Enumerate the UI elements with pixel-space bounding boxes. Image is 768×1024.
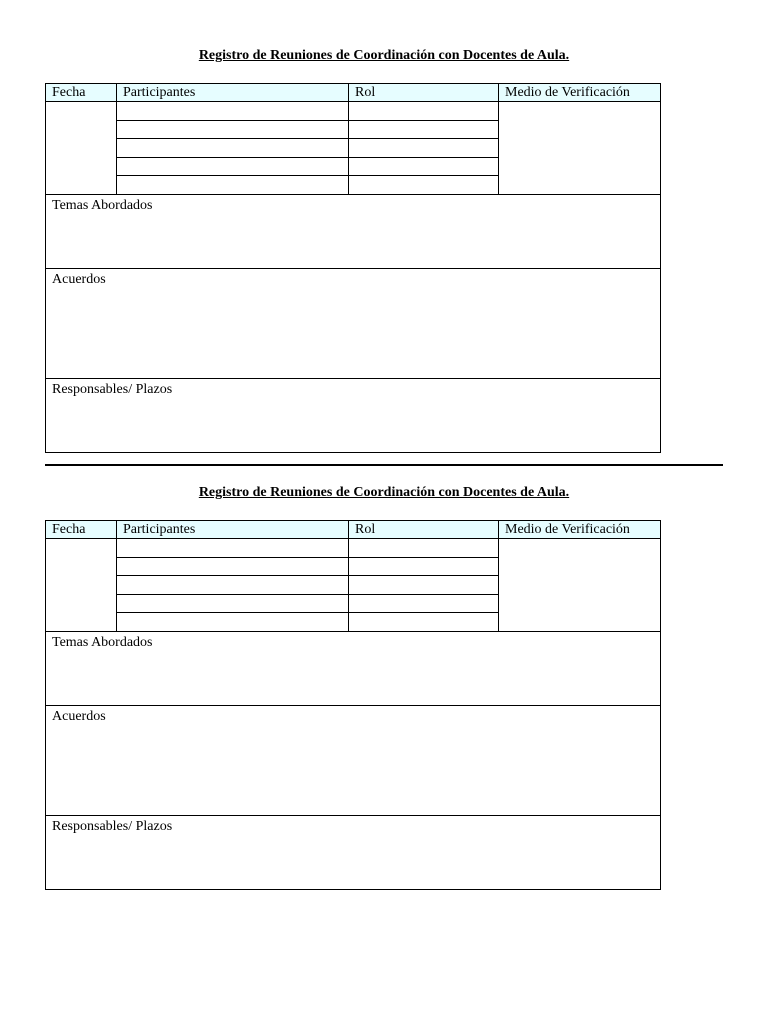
acuerdos-row <box>46 705 661 815</box>
rol-cell[interactable] <box>349 120 499 139</box>
medio-verificacion-cell[interactable] <box>499 102 661 195</box>
responsables-plazos-row <box>46 815 661 889</box>
rol-cell[interactable] <box>349 557 499 576</box>
rol-cell[interactable] <box>349 613 499 632</box>
acuerdos-cell[interactable]: Acuerdos <box>46 705 661 815</box>
header-rol: Rol <box>349 521 499 539</box>
form-title: Registro de Reuniones de Coordinación con Docentes de Aula. <box>198 485 570 500</box>
rol-cell[interactable] <box>349 539 499 558</box>
header-medio-verificacion: Medio de Verificación <box>499 84 661 102</box>
responsables-plazos-row <box>46 378 661 452</box>
temas-abordados-cell[interactable]: Temas Abordados <box>46 631 661 705</box>
acuerdos-row <box>46 268 661 378</box>
rol-cell[interactable] <box>349 176 499 195</box>
participante-cell[interactable] <box>117 539 349 558</box>
participante-cell[interactable] <box>117 120 349 139</box>
form-title: Registro de Reuniones de Coordinación con Docentes de Aula. <box>198 48 570 63</box>
participant-row <box>46 102 661 121</box>
meeting-record-table <box>45 83 661 453</box>
header-medio-verificacion: Medio de Verificación <box>499 521 661 539</box>
header-fecha: Fecha <box>46 521 117 539</box>
participante-cell[interactable] <box>117 613 349 632</box>
temas-abordados-row <box>46 631 661 705</box>
rol-cell[interactable] <box>349 157 499 176</box>
separator-line <box>45 464 723 466</box>
rol-cell[interactable] <box>349 139 499 158</box>
medio-verificacion-cell[interactable] <box>499 539 661 632</box>
responsables-plazos-cell[interactable]: Responsables/ Plazos <box>46 378 661 452</box>
participante-cell[interactable] <box>117 139 349 158</box>
header-rol: Rol <box>349 84 499 102</box>
table-header-row <box>46 521 661 539</box>
temas-abordados-cell[interactable]: Temas Abordados <box>46 194 661 268</box>
participante-cell[interactable] <box>117 157 349 176</box>
participante-cell[interactable] <box>117 576 349 595</box>
temas-abordados-row <box>46 194 661 268</box>
responsables-plazos-cell[interactable]: Responsables/ Plazos <box>46 815 661 889</box>
rol-cell[interactable] <box>349 594 499 613</box>
rol-cell[interactable] <box>349 102 499 121</box>
header-participantes: Participantes <box>117 84 349 102</box>
table-header-row <box>46 84 661 102</box>
participant-row <box>46 539 661 558</box>
meeting-record-table <box>45 520 661 890</box>
rol-cell[interactable] <box>349 576 499 595</box>
fecha-cell[interactable] <box>46 539 117 632</box>
participante-cell[interactable] <box>117 557 349 576</box>
header-participantes: Participantes <box>117 521 349 539</box>
fecha-cell[interactable] <box>46 102 117 195</box>
header-fecha: Fecha <box>46 84 117 102</box>
participante-cell[interactable] <box>117 594 349 613</box>
participante-cell[interactable] <box>117 176 349 195</box>
acuerdos-cell[interactable]: Acuerdos <box>46 268 661 378</box>
participante-cell[interactable] <box>117 102 349 121</box>
